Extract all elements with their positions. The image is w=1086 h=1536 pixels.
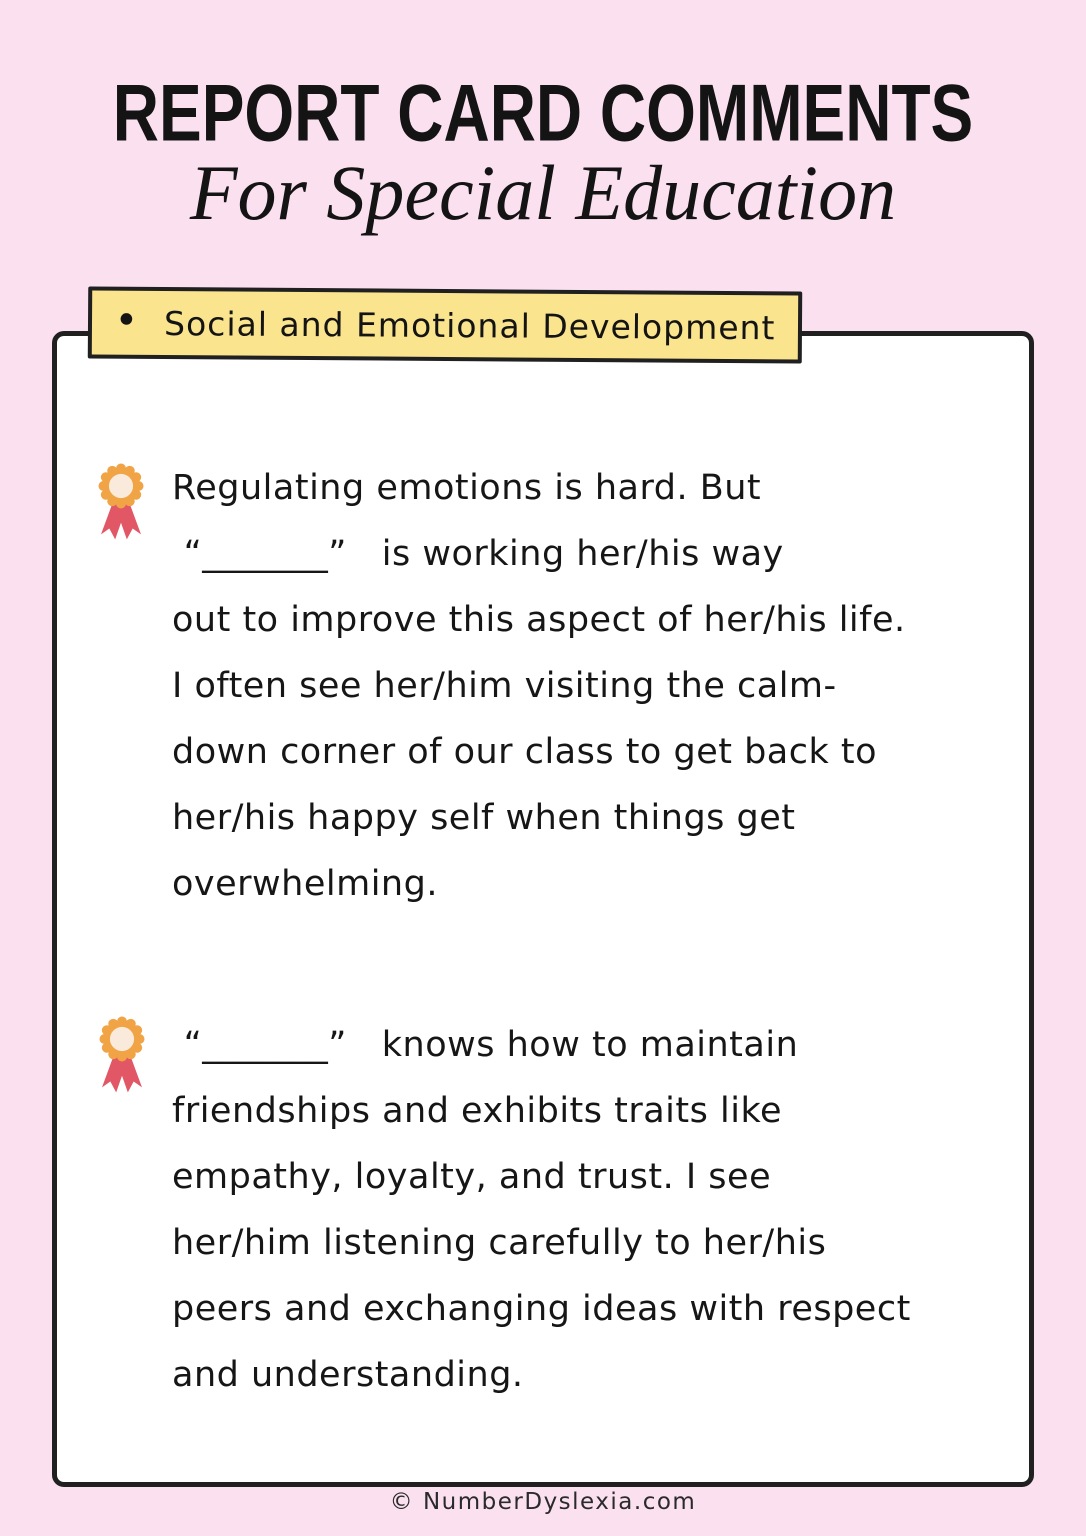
comment-line: “_______” knows how to maintain <box>172 1025 799 1065</box>
comment-text-2 <box>172 1012 1024 1408</box>
comment-line: down corner of our class to get back to <box>172 732 878 772</box>
award-ribbon-icon <box>94 461 148 545</box>
comment-line: overwhelming. <box>172 864 438 904</box>
category-banner <box>88 287 802 364</box>
comment-line: I often see her/him visiting the calm- <box>172 666 837 706</box>
comment-line: and understanding. <box>172 1355 524 1395</box>
page-subtitle: For Special Education <box>189 149 897 236</box>
comment-line: out to improve this aspect of her/his life. <box>172 600 906 640</box>
comment-line: “_______” is working her/his way <box>172 534 784 574</box>
comment-line: her/him listening carefully to her/his <box>172 1223 827 1263</box>
comment-line: friendships and exhibits traits like <box>172 1091 782 1131</box>
comment-line: empathy, loyalty, and trust. I see <box>172 1157 772 1197</box>
comment-line: her/his happy self when things get <box>172 798 796 838</box>
award-ribbon-icon <box>95 1014 149 1098</box>
comment-text-1 <box>172 455 1024 917</box>
comment-line: peers and exchanging ideas with respect <box>172 1289 911 1329</box>
comment-line: Regulating emotions is hard. But <box>172 468 762 508</box>
category-label: Social and Emotional Development <box>163 303 776 347</box>
footer-credit: © NumberDyslexia.com <box>389 1489 697 1515</box>
page-title: REPORT CARD COMMENTS <box>112 67 974 158</box>
